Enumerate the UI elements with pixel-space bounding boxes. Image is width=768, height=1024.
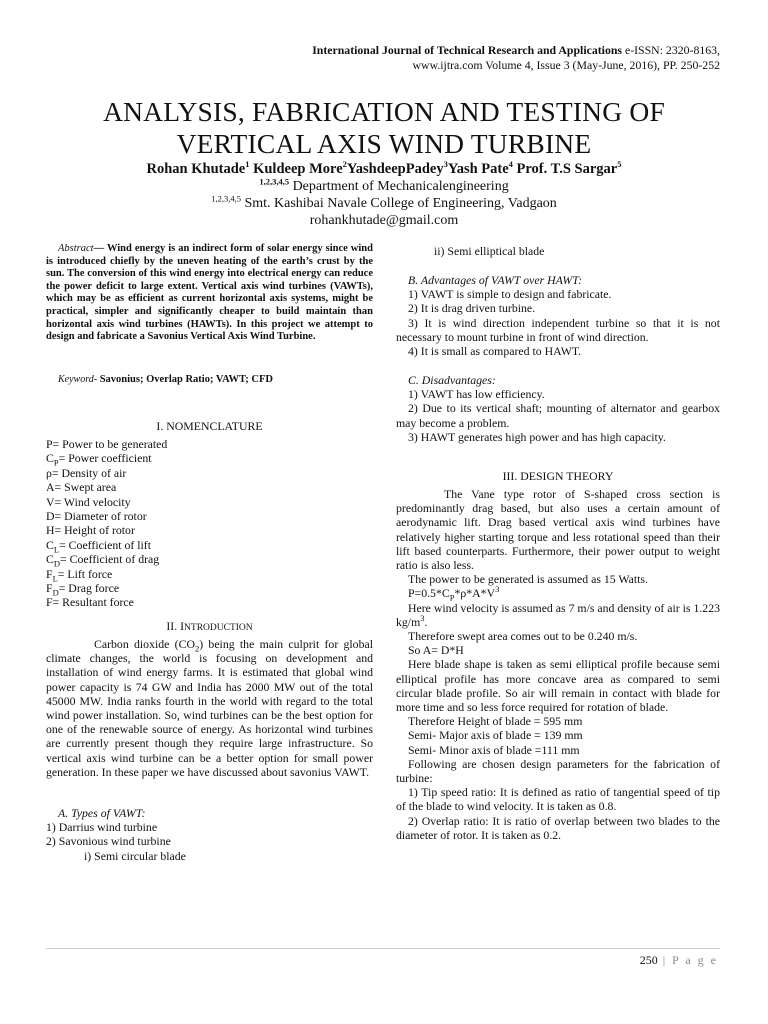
keywords <box>46 371 373 387</box>
nom-f: F= Resultant force <box>46 595 134 610</box>
disadvantages-heading: C. Disadvantages: <box>408 373 496 387</box>
nom-cp: $C_P=$ Power coefficient <box>46 451 152 468</box>
nom-cl: $C_L=$ Coefficient of lift <box>46 537 152 555</box>
type-1: 1) Darrius wind turbine <box>46 820 158 835</box>
title-line-1: ANALYSIS, FABRICATION AND TESTING OF <box>103 96 665 127</box>
types-vawt <box>46 806 373 863</box>
dis-3: 3) HAWT generates high power and has high capacity. <box>408 429 666 444</box>
nomenclature-heading: I. NOMENCLATURE <box>156 419 263 433</box>
author-email: rohankhutade@gmail.com <box>309 213 459 228</box>
affil-sup-1: 1,2,3,4,5 <box>259 176 290 187</box>
author-3: YashdeepPadey <box>346 161 444 177</box>
author-5-sup: 5 <box>617 159 622 170</box>
adv-2: 2) It is drag driven turbine. <box>408 301 536 316</box>
author-3-sup: 3 <box>443 159 448 170</box>
page-number: 250 | P a g e <box>639 953 718 967</box>
design-p12: 2) Overlap ratio: It is ratio of overlap between two blades to the diameter of rotor. It is taken as 0.2. <box>396 813 720 842</box>
nom-d: D= Diameter of rotor <box>46 509 147 524</box>
design-heading: III. DESIGN THEORY <box>502 469 614 483</box>
author-5: Prof. T.S Sargar <box>512 161 618 177</box>
abstract-block <box>46 243 373 344</box>
journal-header <box>312 43 720 73</box>
dis-1: 1) VAWT has low efficiency. <box>408 387 545 402</box>
nom-v: V= Wind velocity <box>46 494 131 509</box>
author-1: Rohan Khutade <box>146 161 246 177</box>
dis-2: 2) Due to its vertical shaft; mounting of alternator and gearbox may become a problem. <box>396 401 720 430</box>
journal-name: International Journal of Technical Research and Applications <box>312 43 623 57</box>
design-p2: The power to be generated is assumed as 15 Watts. <box>408 572 648 587</box>
footer-divider <box>46 948 720 949</box>
design-p8: Semi- Major axis of blade = 139 mm <box>408 728 583 743</box>
types-heading: A. Types of VAWT: <box>58 806 146 820</box>
adv-3: 3) It is wind direction independent turbine so that it is not necessary to mount turbine in front of wind direction. <box>396 315 720 344</box>
design-equation: $P=0.5*C_P*\rho*A*V^3$ <box>408 584 500 603</box>
author-4: Yash Pate <box>447 161 509 177</box>
introduction-text: Carbon dioxide $(CO_2)$ being the main culprit for global climate changes, the world is focusing on development and installation of wind energy farms. It is estimated that global wind power capacity is 74 GW and India has 2000 MW out of the total 45000 MW. India ranks fourth in the world with regard to the total wind power installation. So, wind turbines can be the best option for one of the renewable source of energy. As horizontal wind turbines are currently present though they require large infrastructure. So vertical axis wind turbine can be a better option for small power generation. In these paper we have discussed about savonius VAWT. <box>46 637 373 779</box>
design-p4: Therefore swept area comes out to be 0.240 m/s. <box>408 629 638 644</box>
disadvantages-section <box>396 373 720 444</box>
design-p3: Here wind velocity is assumed as 7 m/s and density of air is 1.223 $kg/m^3$. <box>396 600 720 629</box>
design-p11: 1) Tip speed ratio: It is defined as ratio of tangential speed of tip of the blade to wind velocity. It is taken as 0.8. <box>396 785 720 814</box>
author-4-sup: 4 <box>508 159 513 170</box>
abstract-label: Abstract <box>58 243 94 254</box>
keyword-label: Keyword- <box>58 374 98 385</box>
nom-cd: $C_D=$ Coefficient of drag <box>46 552 160 569</box>
author-list <box>0 161 768 178</box>
author-2-sup: 2 <box>342 159 347 170</box>
affiliation-dept <box>0 176 768 195</box>
affiliation-college <box>0 193 768 212</box>
journal-issn: e-ISSN: 2320-8163, <box>622 43 720 57</box>
type-2-i: i) Semi circular blade <box>84 848 186 863</box>
nom-rho: ρ= Density of air <box>46 465 127 480</box>
advantages-heading: B. Advantages of VAWT over HAWT: <box>408 273 583 287</box>
design-theory-text <box>396 487 720 842</box>
nom-a: A= Swept area <box>46 480 117 495</box>
author-1-sup: 1 <box>245 159 250 170</box>
title-line-2: VERTICAL AXIS WIND TURBINE <box>176 128 592 159</box>
nom-h: H= Height of rotor <box>46 523 135 538</box>
affil-sup-2: 1,2,3,4,5 <box>211 193 241 204</box>
nomenclature-list <box>46 437 373 610</box>
design-p9: Semi- Minor axis of blade =111 mm <box>408 742 580 757</box>
nomenclature-section <box>46 419 373 433</box>
keyword-text: Savonius; Overlap Ratio; VAWT; CFD <box>97 374 273 385</box>
design-p10: Following are chosen design parameters for the fabrication of turbine: <box>396 756 720 786</box>
type-2: 2) Savonious wind turbine <box>46 834 171 849</box>
department: Department of Mechanicalengineering <box>289 179 509 194</box>
design-p5: So A= D*H <box>408 643 464 658</box>
college: Smt. Kashibai Navale College of Engineering, Vadgaon <box>240 196 557 211</box>
nom-fd: $F_D=$ Drag force <box>46 581 120 598</box>
type-2-ii: ii) Semi elliptical blade <box>434 244 545 258</box>
design-p7: Therefore Height of blade = 595 mm <box>408 714 583 729</box>
introduction-heading: II. INTRODUCTION <box>166 619 253 633</box>
abstract-text: — Wind energy is an indirect form of solar energy since wind is introduced chiefly by the uneven heating of the earth’s crust by the sun. The conversion of this wind energy into electrical energy can reduce the power deficit to large extent. Vertical axis wind turbines (VAWTs), which may be as efficient as current horizontal axis systems, might be practical, simpler and significantly cheaper to build maintain than horizontal axis wind turbines (HAWTs). In this project we attempt to design and fabricate a Savonius Vertical Axis Wind Turbine. <box>46 243 373 343</box>
nom-p: P= Power to be generated <box>46 437 168 451</box>
design-p6: Here blade shape is taken as semi elliptical profile because semi elliptical profile has more concave area as compared to semi circular blade profile. So air will remain in contact with blade for more time and so less force required for rotation of blade. <box>396 657 720 715</box>
journal-volume: www.ijtra.com Volume 4, Issue 3 (May-June, 2016), PP. 250-252 <box>412 58 720 72</box>
design-p1: The Vane type rotor of S-shaped cross section is predominantly drag based, but also uses a certain amount of aerodynamic lift. Drag based vertical axis wind turbines have relatively higher starting torque and less rotational speed than their lift based counterparts. Furthermore, their power output to weight ratio is also less. <box>396 487 720 573</box>
author-2: Kuldeep More <box>249 161 343 177</box>
nom-fl: $F_L=$ Lift force <box>46 566 113 584</box>
paper-title <box>0 96 768 160</box>
adv-1: 1) VAWT is simple to design and fabricate. <box>408 287 612 302</box>
adv-4: 4) It is small as compared to HAWT. <box>408 344 582 359</box>
advantages-section <box>396 273 720 358</box>
